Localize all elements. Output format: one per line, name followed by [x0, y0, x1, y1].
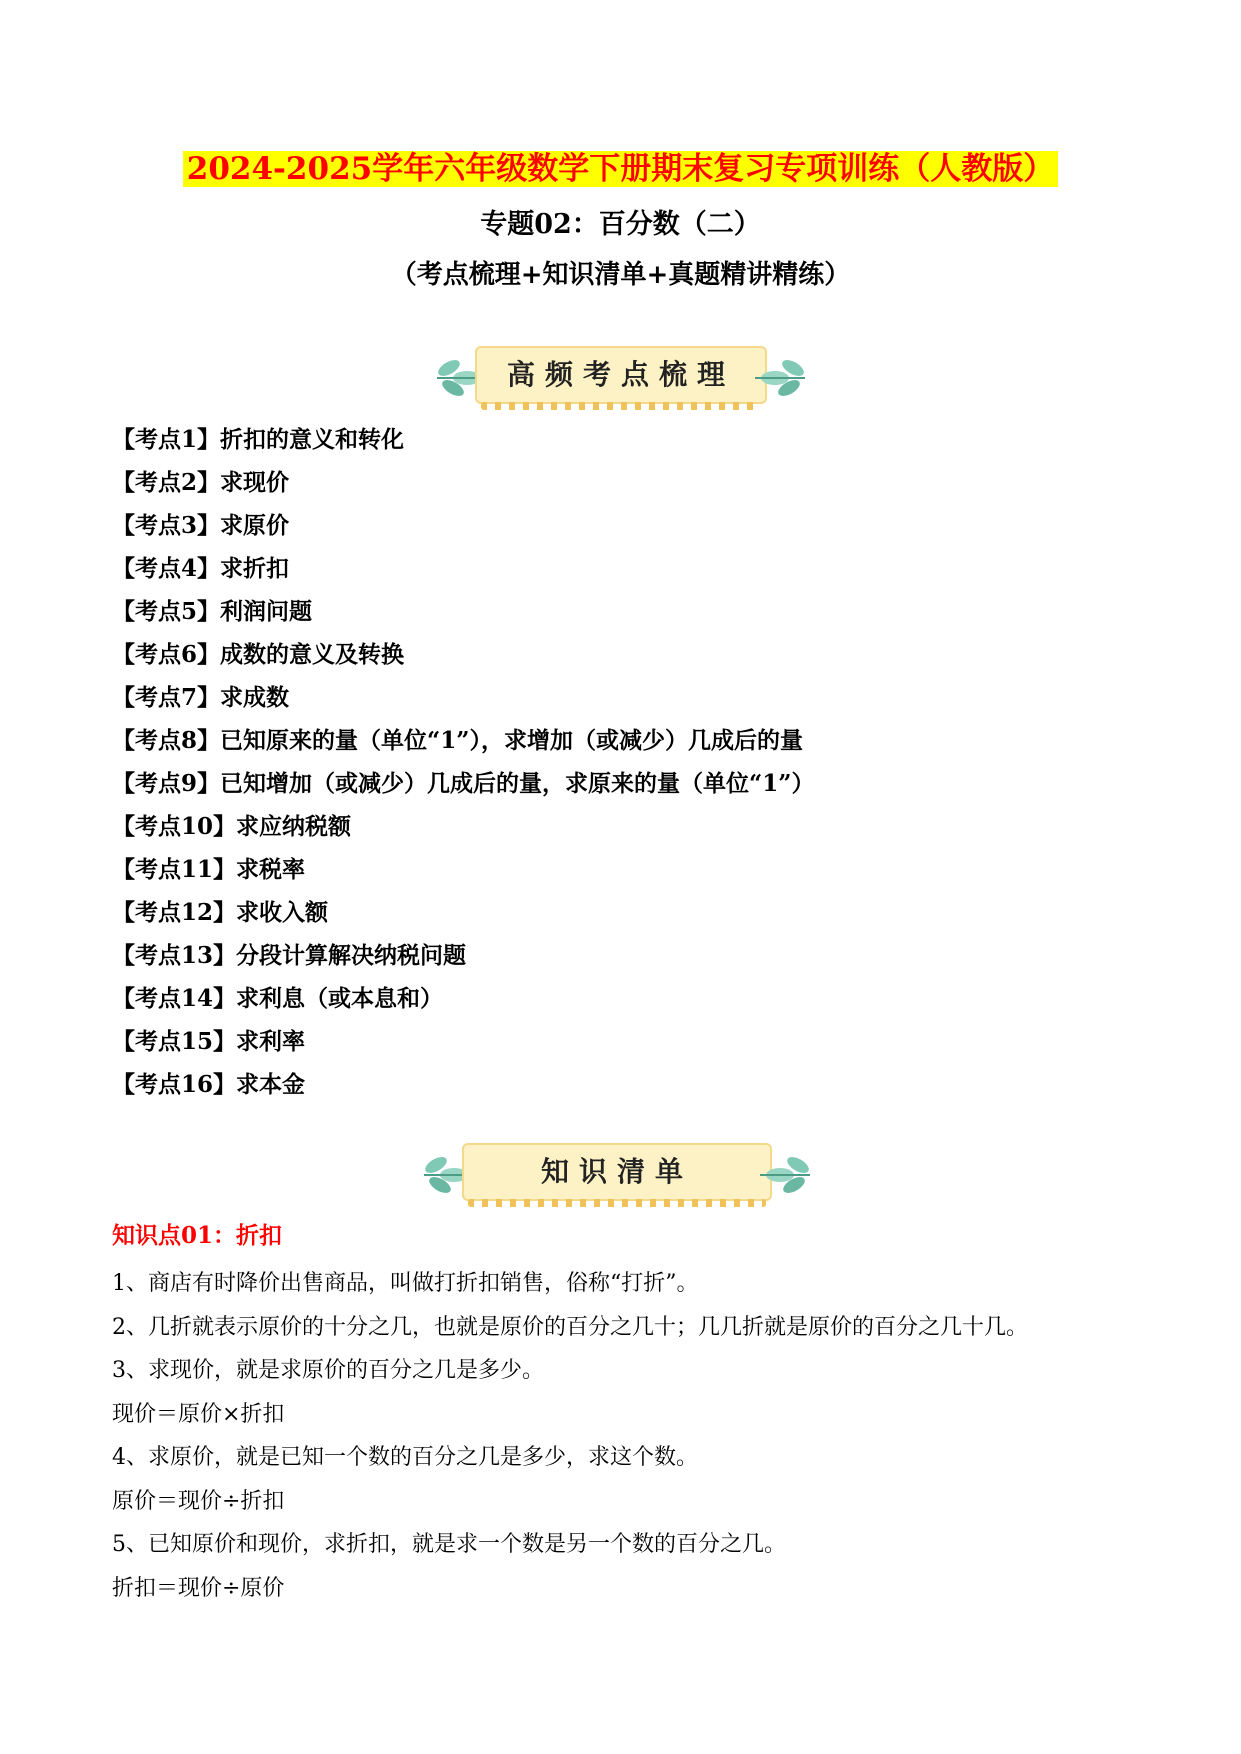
- kaodian-item: 【考点13】分段计算解决纳税问题: [112, 942, 467, 969]
- banner-board: [475, 346, 767, 404]
- kaodian-item: 【考点14】求利息（或本息和）: [112, 985, 444, 1012]
- kaodian-item: 【考点15】求利率: [112, 1028, 306, 1055]
- document-subtitle: 专题02：百分数（二）: [480, 209, 761, 240]
- knowledge-line: 1、商店有时降价出售商品，叫做打折扣销售，俗称“打折”。: [112, 1271, 699, 1296]
- kaodian-list: [112, 418, 1162, 1106]
- kaodian-item: 【考点2】求现价: [112, 469, 290, 496]
- kaodian-item: 【考点7】求成数: [112, 684, 290, 711]
- kaodian-item: 【考点10】求应纳税额: [112, 813, 352, 840]
- knowledge-line: 2、几折就表示原价的十分之几，也就是原价的百分之几十；几几折就是原价的百分之几十几。: [112, 1314, 1029, 1340]
- knowledge-formula: 现价＝原价×折扣: [112, 1401, 285, 1427]
- knowledge-line: 3、求现价，就是求原价的百分之几是多少。: [112, 1358, 544, 1383]
- banner-zhishi: [420, 1143, 814, 1213]
- knowledge-heading: 知识点01：折扣: [112, 1222, 283, 1249]
- knowledge-line: 4、求原价，就是已知一个数的百分之几是多少，求这个数。: [112, 1445, 698, 1470]
- banner-board: [462, 1143, 772, 1201]
- kaodian-item: 【考点8】已知原来的量（单位“1”），求增加（或减少）几成后的量: [112, 727, 803, 754]
- document-subtitle-2: （考点梳理+知识清单+真题精讲精练）: [390, 260, 851, 290]
- banner-label: 高频考点梳理: [506, 358, 735, 391]
- leaf-right-icon: [753, 354, 809, 402]
- kaodian-item: 【考点1】折扣的意义和转化: [112, 426, 405, 453]
- kaodian-item: 【考点5】利润问题: [112, 598, 313, 625]
- knowledge-line: 5、已知原价和现价，求折扣，就是求一个数是另一个数的百分之几。: [112, 1532, 786, 1557]
- banner-gaopin: [433, 346, 809, 416]
- kaodian-item: 【考点4】求折扣: [112, 555, 290, 582]
- kaodian-item: 【考点16】求本金: [112, 1071, 306, 1098]
- knowledge-formula: 折扣＝现价÷原价: [112, 1575, 285, 1601]
- document-title-text: 2024-2025学年六年级数学下册期末复习专项训练（人教版）: [183, 151, 1058, 187]
- leaf-right-icon: [758, 1151, 814, 1199]
- banner-label: 知识清单: [540, 1155, 693, 1188]
- document-title: [0, 150, 1241, 188]
- kaodian-item: 【考点6】成数的意义及转换: [112, 641, 405, 668]
- kaodian-item: 【考点11】求税率: [112, 856, 306, 883]
- kaodian-item: 【考点9】已知增加（或减少）几成后的量，求原来的量（单位“1”）: [112, 770, 815, 797]
- knowledge-formula: 原价＝现价÷折扣: [112, 1488, 285, 1514]
- kaodian-item: 【考点3】求原价: [112, 512, 290, 539]
- knowledge-body: [112, 1262, 1172, 1610]
- kaodian-item: 【考点12】求收入额: [112, 899, 329, 926]
